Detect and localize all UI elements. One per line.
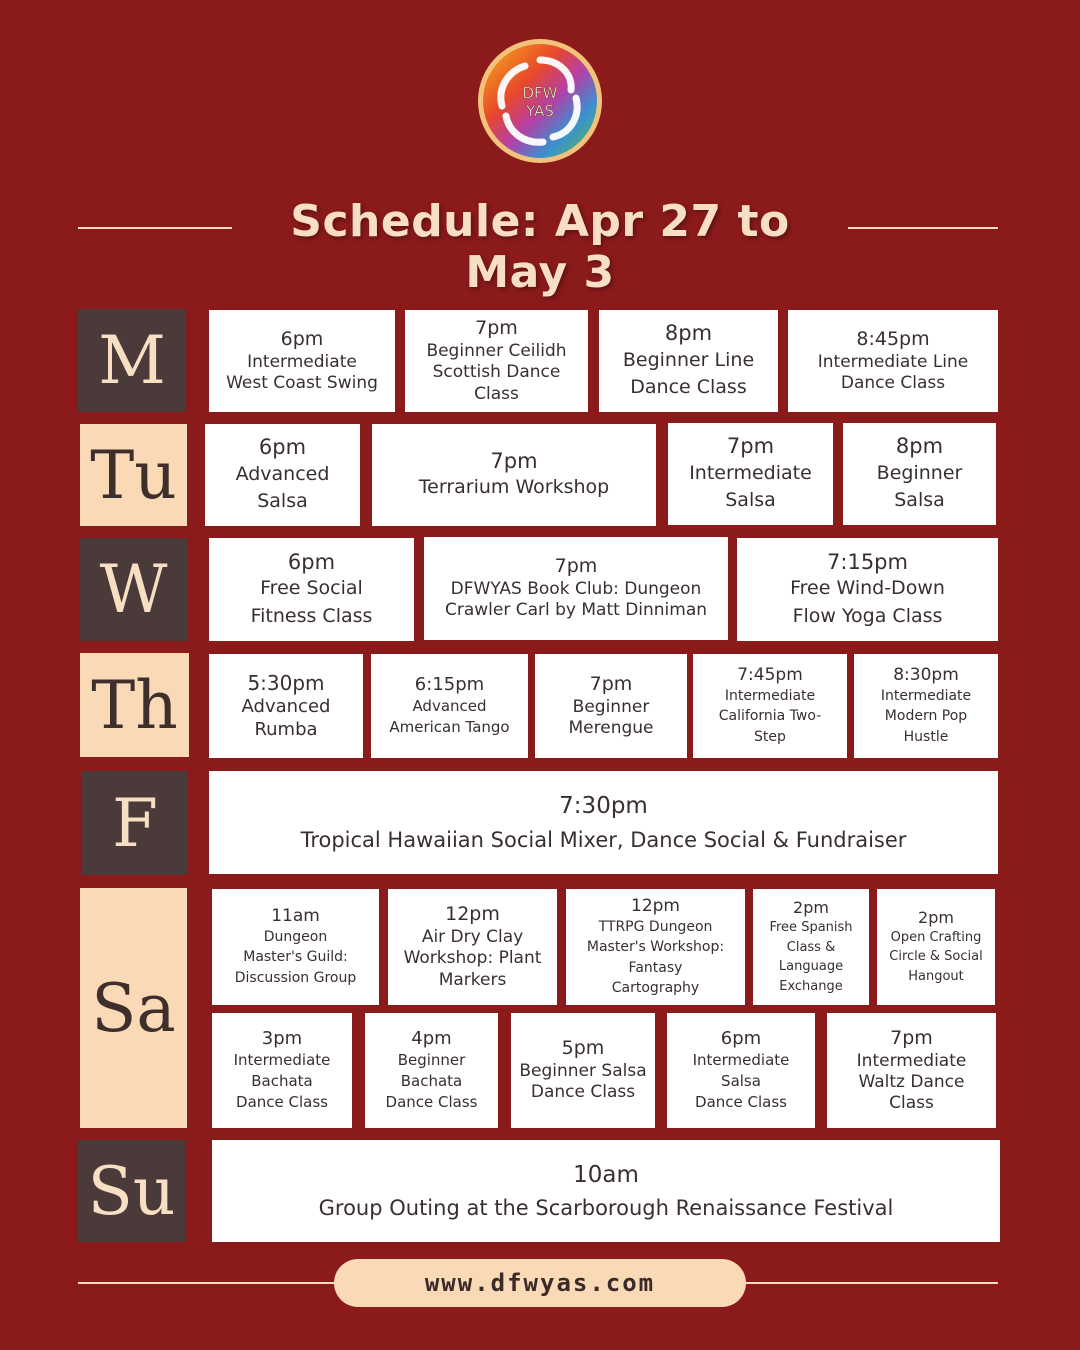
footer-divider-left bbox=[78, 1282, 334, 1284]
event-time: 2pm bbox=[918, 907, 954, 927]
event-title: Intermediate Waltz Dance Class bbox=[856, 1050, 967, 1113]
event-title: Beginner Salsa Dance Class bbox=[519, 1061, 647, 1103]
event-time: 7pm bbox=[475, 317, 518, 340]
event-title: TTRPG Dungeon Master's Workshop: Fantasy Cartography bbox=[586, 919, 725, 996]
event-card[interactable] bbox=[371, 654, 528, 758]
event-title: Free Wind-Down Flow Yoga Class bbox=[790, 577, 945, 627]
event-card[interactable] bbox=[877, 889, 995, 1005]
day-label-thursday: Th bbox=[80, 653, 189, 757]
event-card[interactable] bbox=[667, 1013, 815, 1128]
event-card[interactable] bbox=[424, 537, 728, 640]
event-title: Intermediate California Two- Step bbox=[718, 688, 822, 745]
event-title: Group Outing at the Scarborough Renaissance Festival bbox=[318, 1196, 894, 1221]
event-title: Free Social Fitness Class bbox=[250, 577, 373, 627]
event-time: 10am bbox=[573, 1161, 639, 1188]
event-card[interactable] bbox=[535, 654, 687, 758]
event-card[interactable] bbox=[388, 889, 557, 1005]
event-card[interactable] bbox=[566, 889, 745, 1005]
dfwyas-logo bbox=[477, 38, 603, 164]
event-time: 8pm bbox=[664, 321, 713, 346]
day-label-tuesday: Tu bbox=[80, 424, 187, 526]
event-time: 6pm bbox=[280, 327, 324, 350]
event-card[interactable] bbox=[212, 889, 379, 1005]
event-title: Beginner Salsa bbox=[876, 461, 963, 512]
event-time: 6pm bbox=[287, 549, 336, 574]
event-card[interactable] bbox=[737, 538, 998, 641]
event-time: 2pm bbox=[793, 898, 829, 917]
event-card[interactable] bbox=[753, 889, 869, 1005]
event-time: 8pm bbox=[895, 434, 944, 459]
event-card[interactable] bbox=[209, 310, 395, 412]
event-title: Beginner Merengue bbox=[568, 696, 654, 738]
event-title: Intermediate Bachata Dance Class bbox=[233, 1051, 331, 1112]
event-time: 12pm bbox=[445, 903, 500, 926]
event-title: Advanced American Tango bbox=[389, 697, 510, 737]
event-card[interactable] bbox=[205, 424, 360, 526]
event-card[interactable] bbox=[372, 424, 656, 526]
event-time: 6:15pm bbox=[414, 673, 485, 695]
event-card[interactable] bbox=[511, 1013, 655, 1128]
event-title: DFWYAS Book Club: Dungeon Crawler Carl by Matt Dinniman bbox=[444, 579, 708, 621]
event-time: 6pm bbox=[258, 435, 307, 460]
event-card[interactable] bbox=[854, 654, 998, 758]
event-time: 6pm bbox=[720, 1027, 762, 1049]
event-time: 7pm bbox=[589, 672, 633, 695]
event-time: 7:15pm bbox=[827, 549, 908, 574]
event-title: Beginner Line Dance Class bbox=[622, 348, 755, 399]
page-title: Schedule: Apr 27 to May 3 bbox=[290, 196, 790, 298]
event-title: Intermediate Line Dance Class bbox=[817, 351, 969, 393]
event-card[interactable] bbox=[365, 1013, 498, 1128]
event-card[interactable] bbox=[693, 654, 847, 758]
event-card[interactable] bbox=[209, 654, 363, 758]
event-title: Free Spanish Class & Language Exchange bbox=[769, 920, 853, 994]
event-time: 7pm bbox=[490, 449, 538, 474]
event-time: 7:45pm bbox=[737, 664, 803, 685]
website-link[interactable]: www.dfwyas.com bbox=[334, 1259, 746, 1307]
logo-text-1: DFW bbox=[522, 84, 558, 102]
title-divider-right bbox=[848, 227, 998, 229]
event-time: 7pm bbox=[554, 555, 598, 578]
event-title: Terrarium Workshop bbox=[418, 476, 610, 499]
event-card[interactable] bbox=[405, 310, 588, 412]
event-time: 4pm bbox=[411, 1027, 452, 1049]
event-card[interactable] bbox=[209, 538, 414, 641]
event-card[interactable] bbox=[827, 1013, 996, 1128]
event-title: Advanced Rumba bbox=[241, 696, 331, 740]
footer-divider-right bbox=[746, 1282, 998, 1284]
event-card[interactable] bbox=[599, 310, 778, 412]
event-time: 11am bbox=[271, 905, 320, 926]
event-title: Tropical Hawaiian Social Mixer, Dance Social & Fundraiser bbox=[300, 827, 907, 852]
event-card[interactable] bbox=[212, 1013, 352, 1128]
day-label-saturday: Sa bbox=[80, 888, 187, 1128]
event-time: 5pm bbox=[561, 1037, 605, 1060]
event-title: Intermediate Modern Pop Hustle bbox=[880, 688, 972, 745]
title-divider-left bbox=[78, 227, 232, 229]
event-card[interactable] bbox=[209, 771, 998, 874]
event-title: Dungeon Master's Guild: Discussion Group bbox=[234, 929, 357, 986]
event-title: Intermediate Salsa bbox=[689, 461, 812, 512]
event-time: 12pm bbox=[631, 895, 680, 916]
event-time: 3pm bbox=[261, 1027, 303, 1049]
event-title: Beginner Ceilidh Scottish Dance Class bbox=[426, 341, 567, 404]
day-label-friday: F bbox=[82, 771, 188, 875]
event-title: Intermediate West Coast Swing bbox=[226, 351, 378, 393]
event-title: Intermediate Salsa Dance Class bbox=[692, 1051, 790, 1112]
logo-text-2: YAS bbox=[526, 102, 554, 120]
event-time: 8:30pm bbox=[893, 664, 959, 685]
day-label-sunday: Su bbox=[78, 1140, 185, 1242]
event-card[interactable] bbox=[212, 1140, 1000, 1242]
event-title: Open Crafting Circle & Social Hangout bbox=[889, 929, 983, 984]
day-label-wednesday: W bbox=[80, 538, 187, 641]
event-title: Advanced Salsa bbox=[235, 462, 330, 513]
day-label-monday: M bbox=[78, 309, 186, 412]
event-card[interactable] bbox=[788, 310, 998, 412]
event-card[interactable] bbox=[843, 423, 996, 525]
event-card[interactable] bbox=[668, 423, 833, 525]
event-time: 8:45pm bbox=[856, 327, 930, 350]
event-time: 7pm bbox=[726, 434, 775, 459]
event-title: Beginner Bachata Dance Class bbox=[385, 1051, 478, 1112]
event-time: 7pm bbox=[890, 1026, 933, 1049]
event-time: 7:30pm bbox=[559, 793, 648, 819]
event-title: Air Dry Clay Workshop: Plant Markers bbox=[403, 927, 542, 990]
event-time: 5:30pm bbox=[247, 671, 325, 695]
